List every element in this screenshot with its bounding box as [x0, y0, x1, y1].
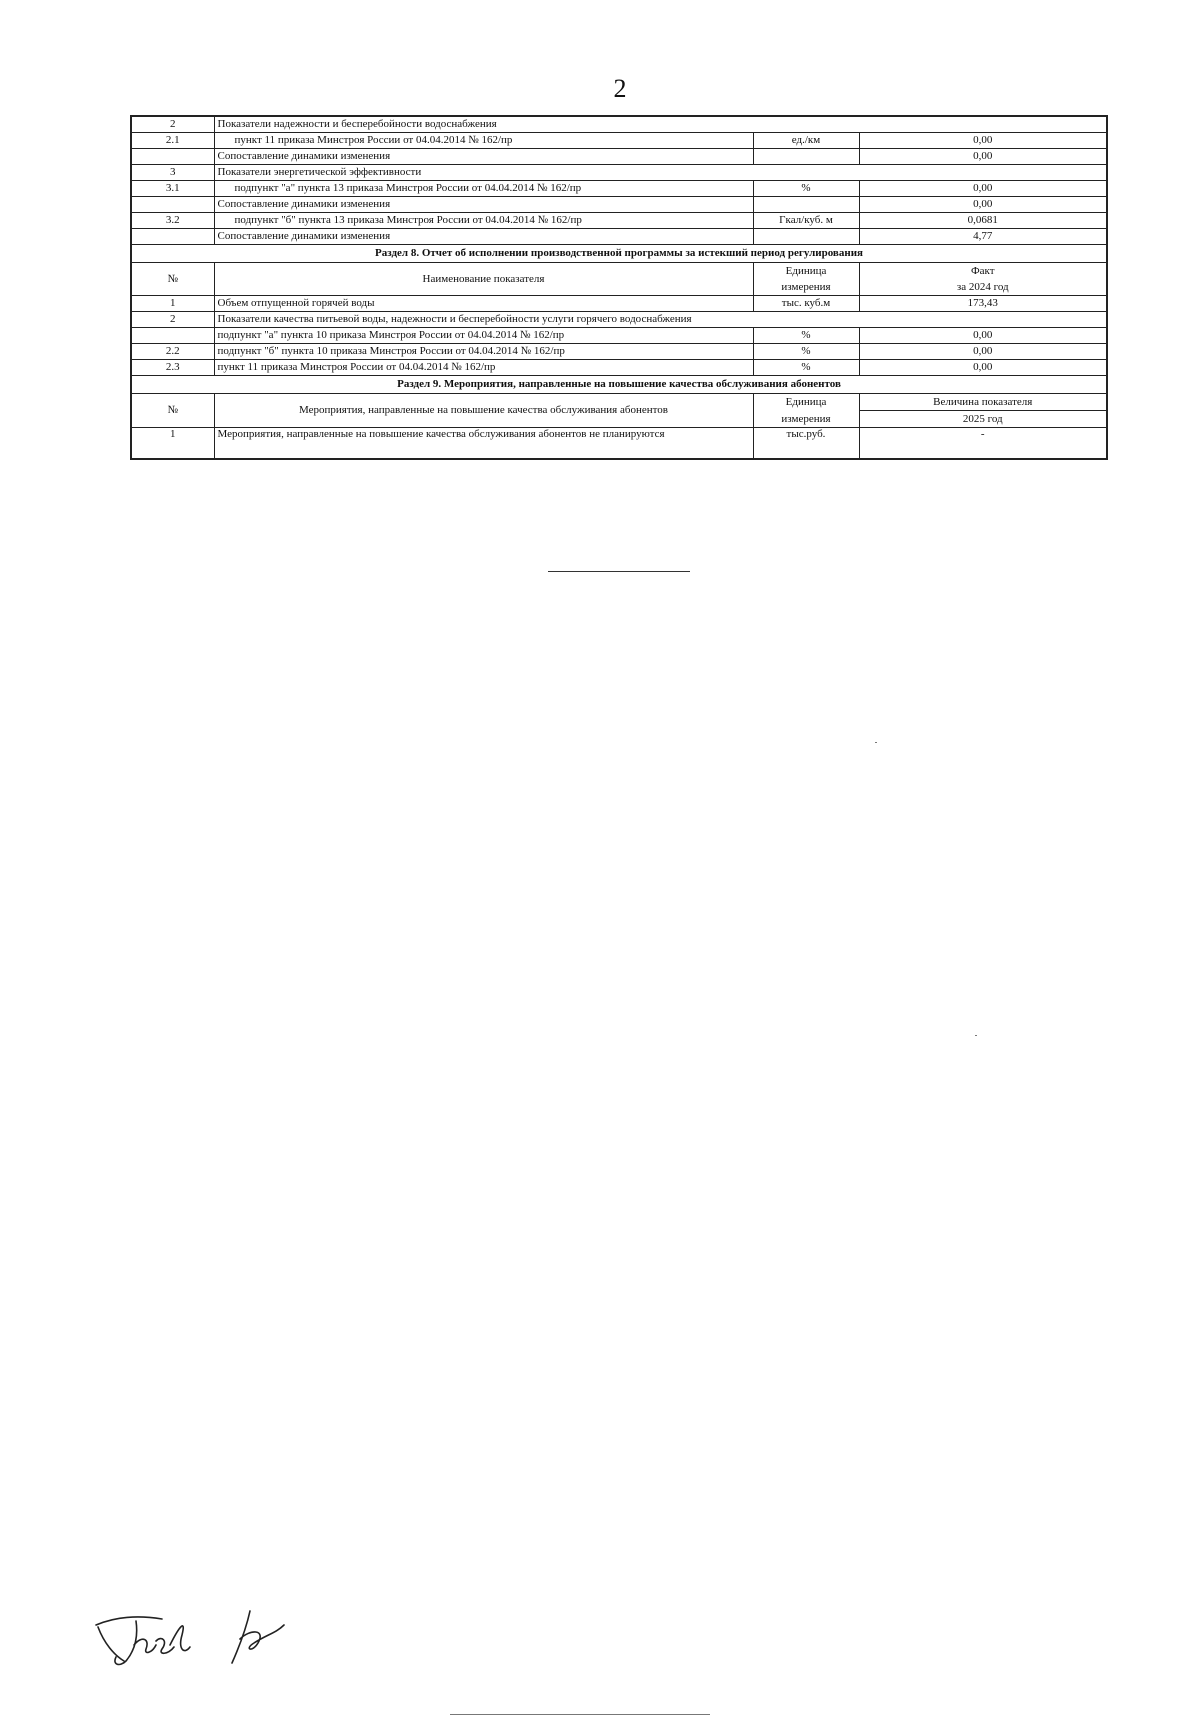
scan-speck — [875, 742, 877, 743]
section-8-title: Раздел 8. Отчет об исполнении производственной программы за истекший период регулирования — [131, 245, 1107, 263]
row-name: Сопоставление динамики изменения — [214, 149, 753, 165]
header-fact-line2: за 2024 год — [859, 279, 1107, 296]
row-unit: % — [753, 344, 859, 360]
row-value: 4,77 — [859, 229, 1107, 245]
row-value: 173,43 — [859, 296, 1107, 312]
row-name: Сопоставление динамики изменения — [214, 197, 753, 213]
header-name: Мероприятия, направленные на повышение качества обслуживания абонентов — [214, 394, 753, 428]
table-row — [131, 360, 1107, 376]
section-9-header-row — [131, 394, 1107, 411]
row-name: подпункт "б" пункта 10 приказа Минстроя России от 04.04.2014 № 162/пр — [214, 344, 753, 360]
row-name: пункт 11 приказа Минстроя России от 04.04.2014 № 162/пр — [214, 133, 753, 149]
row-name: Показатели энергетической эффективности — [214, 165, 1107, 181]
page-number: 2 — [613, 74, 627, 103]
row-number: 3.1 — [131, 181, 214, 197]
row-name: Объем отпущенной горячей воды — [214, 296, 753, 312]
report-table — [130, 115, 1108, 460]
row-number: 1 — [131, 428, 214, 460]
header-name: Наименование показателя — [214, 263, 753, 296]
header-unit-line1: Единица — [753, 394, 859, 411]
row-number: 2.2 — [131, 344, 214, 360]
row-number — [131, 149, 214, 165]
row-unit: ед./км — [753, 133, 859, 149]
table-row — [131, 149, 1107, 165]
table-row — [131, 116, 1107, 133]
row-value: 0,00 — [859, 328, 1107, 344]
table-row — [131, 328, 1107, 344]
row-name: подпункт "а" пункта 10 приказа Минстроя России от 04.04.2014 № 162/пр — [214, 328, 753, 344]
row-number: 2.1 — [131, 133, 214, 149]
row-value: 0,0681 — [859, 213, 1107, 229]
row-value: 0,00 — [859, 360, 1107, 376]
row-value: 0,00 — [859, 344, 1107, 360]
header-value-line2: 2025 год — [859, 411, 1107, 428]
header-fact-line1: Факт — [859, 263, 1107, 280]
table-row — [131, 296, 1107, 312]
row-unit: тыс. куб.м — [753, 296, 859, 312]
row-value: 0,00 — [859, 149, 1107, 165]
row-number: 2 — [131, 312, 214, 328]
header-value-line1: Величина показателя — [859, 394, 1107, 411]
scan-speck — [975, 1035, 977, 1036]
row-unit — [753, 149, 859, 165]
row-number: 2 — [131, 116, 214, 133]
end-divider — [548, 571, 690, 572]
row-name: подпункт "а" пункта 13 приказа Минстроя России от 04.04.2014 № 162/пр — [214, 181, 753, 197]
row-name: Мероприятия, направленные на повышение качества обслуживания абонентов не планируются — [214, 428, 753, 460]
row-value: 0,00 — [859, 181, 1107, 197]
table-row — [131, 181, 1107, 197]
row-name: пункт 11 приказа Минстроя России от 04.04.2014 № 162/пр — [214, 360, 753, 376]
row-name: Сопоставление динамики изменения — [214, 229, 753, 245]
row-number: 1 — [131, 296, 214, 312]
row-value: 0,00 — [859, 197, 1107, 213]
header-number: № — [131, 394, 214, 428]
section-9-title: Раздел 9. Мероприятия, направленные на повышение качества обслуживания абонентов — [131, 376, 1107, 394]
handwritten-signatures — [90, 1605, 310, 1675]
table-row — [131, 229, 1107, 245]
header-unit-line2: измерения — [753, 411, 859, 428]
row-number: 3 — [131, 165, 214, 181]
row-name: подпункт "б" пункта 13 приказа Минстроя России от 04.04.2014 № 162/пр — [214, 213, 753, 229]
row-name: Показатели надежности и бесперебойности водоснабжения — [214, 116, 1107, 133]
table-row — [131, 165, 1107, 181]
table-row — [131, 312, 1107, 328]
header-number: № — [131, 263, 214, 296]
row-unit — [753, 197, 859, 213]
bottom-edge-line — [450, 1714, 710, 1715]
row-number: 2.3 — [131, 360, 214, 376]
row-number — [131, 328, 214, 344]
row-unit: тыс.руб. — [753, 428, 859, 460]
header-unit-line2: измерения — [753, 279, 859, 296]
section-8-title-row — [131, 245, 1107, 263]
row-number: 3.2 — [131, 213, 214, 229]
table-row — [131, 213, 1107, 229]
row-number — [131, 229, 214, 245]
row-name: Показатели качества питьевой воды, надежности и бесперебойности услуги горячего водоснабжения — [214, 312, 1107, 328]
table-row — [131, 344, 1107, 360]
row-unit: % — [753, 181, 859, 197]
table-row — [131, 133, 1107, 149]
row-value: - — [859, 428, 1107, 460]
section-8-header-row — [131, 263, 1107, 280]
table-row — [131, 428, 1107, 460]
row-value: 0,00 — [859, 133, 1107, 149]
table-row — [131, 197, 1107, 213]
row-unit: % — [753, 328, 859, 344]
header-unit-line1: Единица — [753, 263, 859, 280]
row-unit: % — [753, 360, 859, 376]
row-number — [131, 197, 214, 213]
row-unit: Гкал/куб. м — [753, 213, 859, 229]
section-9-title-row — [131, 376, 1107, 394]
row-unit — [753, 229, 859, 245]
